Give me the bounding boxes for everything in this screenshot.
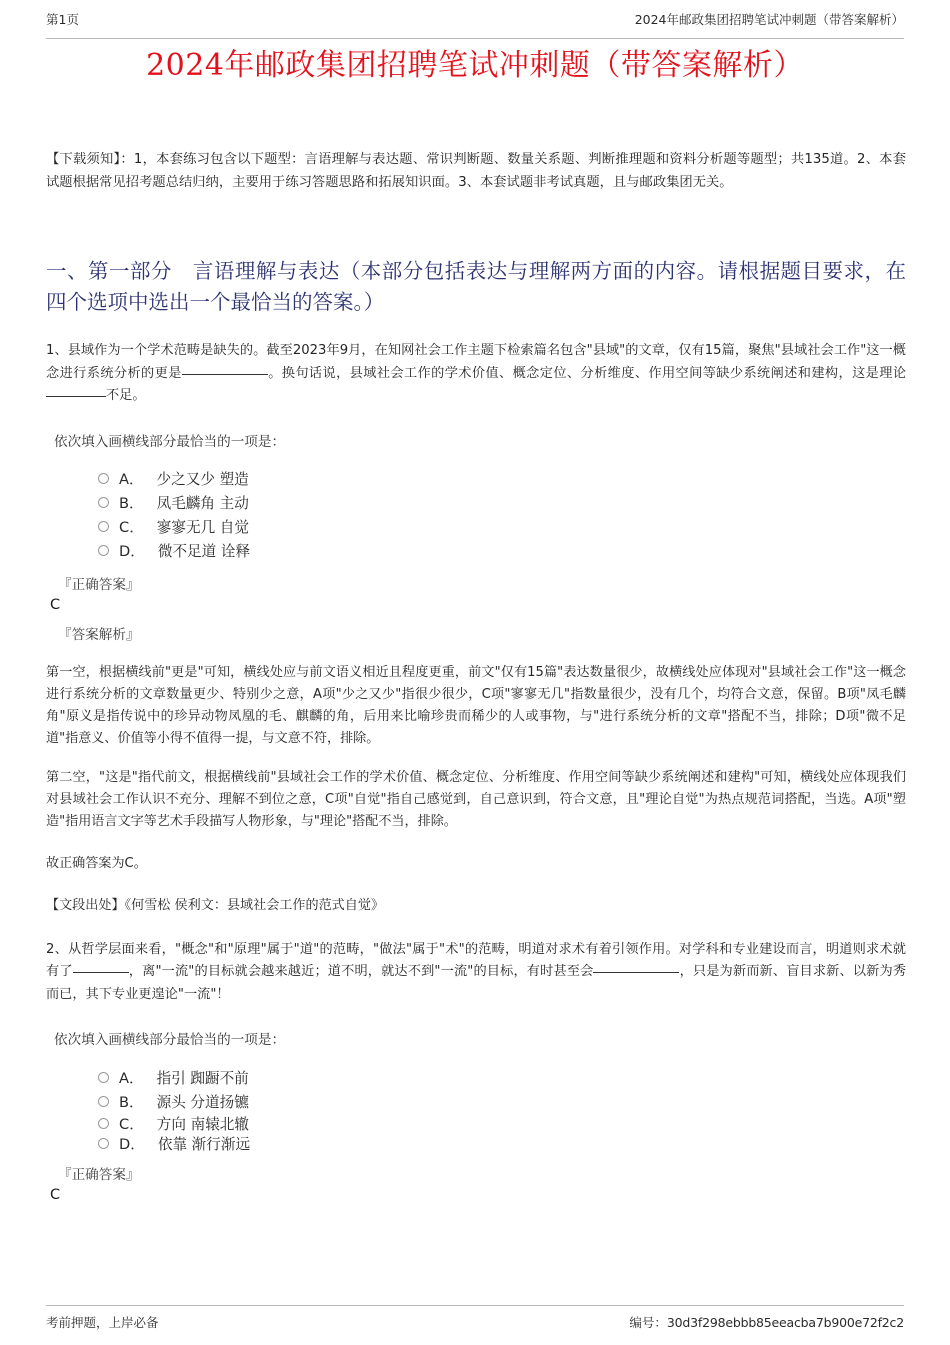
radio-icon[interactable] bbox=[98, 545, 109, 556]
question-1-blank-2 bbox=[46, 396, 106, 397]
question-1-stem-segment-2: 。换句话说，县域社会工作的学术价值、概念定位、分析维度、作用空间等缺少系统阐述和建构，这是理论 bbox=[267, 365, 907, 381]
question-2-stem-segment-2: ，离"一流"的目标就会越来越近；道不明，就达不到"一流"的目标，有时甚至会 bbox=[128, 964, 594, 979]
question-2-answer-value: C bbox=[50, 1187, 61, 1203]
radio-icon[interactable] bbox=[98, 1072, 109, 1083]
option-text: 方向 南辕北辙 bbox=[156, 1115, 249, 1133]
option-text: 寥寥无几 自觉 bbox=[156, 519, 249, 536]
question-block bbox=[46, 939, 906, 1207]
question-1-stem-segment-1: 1、县域作为一个学术范畴是缺失的。截至2023年9月，在知网社会工作主题下检索篇名包含"县域"的文章，仅有15篇，聚焦"县域社会工作"这一概念进行系统分析的更是 bbox=[46, 343, 906, 381]
radio-icon[interactable] bbox=[98, 521, 109, 532]
option-letter: D． bbox=[119, 1135, 145, 1153]
radio-icon[interactable] bbox=[98, 1118, 109, 1129]
page-title: 2024年邮政集团招聘笔试冲刺题（带答案解析） bbox=[146, 48, 804, 83]
question-2-options bbox=[46, 1065, 906, 1153]
question-1-options bbox=[46, 467, 906, 563]
question-1-source: 【文段出处】《何雪松 侯利文：县域社会工作的范式自觉》 bbox=[46, 897, 385, 913]
download-notice: 【下载须知】：1，本套练习包含以下题型：言语理解与表达题、常识判断题、数量关系题、判断推理题和资料分析题等题型；共135道。2、本套试题根据常见招考题总结归纳，主要用于练习答题思路和拓展知识面。3、本套试题非考试真题，且与邮政集团无关。 bbox=[46, 152, 906, 190]
footer-slogan: 考前押题，上岸必备 bbox=[46, 1315, 159, 1330]
question-2-blank-2 bbox=[593, 972, 679, 973]
option-b[interactable] bbox=[98, 1089, 906, 1113]
option-d[interactable] bbox=[98, 1133, 906, 1153]
option-d[interactable] bbox=[98, 539, 906, 563]
option-text: 凤毛麟角 主动 bbox=[156, 495, 249, 512]
radio-icon[interactable] bbox=[98, 473, 109, 484]
question-1-answer-label: 『正确答案』 bbox=[58, 576, 140, 593]
option-text: 指引 踟蹰不前 bbox=[156, 1069, 249, 1087]
option-text: 微不足道 诠释 bbox=[157, 543, 251, 560]
option-letter: C． bbox=[119, 519, 144, 536]
section-heading-part-one: 一、第一部分 言语理解与表达（本部分包括表达与理解两方面的内容。请根据题目要求，在四个选项中选出一个最恰当的答案。） bbox=[46, 259, 906, 314]
option-a[interactable] bbox=[98, 1065, 906, 1089]
question-1-answer-value: C bbox=[50, 596, 61, 613]
option-text: 少之又少 塑造 bbox=[156, 471, 249, 488]
question-1-stem-segment-3: 不足。 bbox=[106, 388, 146, 403]
question-2-stem-segment-1: 2、从哲学层面来看，"概念"和"原理"属于"道"的范畴，"做法"属于"术"的范畴，明道对求术有着引领作用。对学科和专业建设而言，明道则求术就有了 bbox=[46, 941, 906, 979]
option-b[interactable] bbox=[98, 491, 906, 515]
option-text: 依靠 渐行渐远 bbox=[157, 1135, 251, 1153]
question-2-answer-label: 『正确答案』 bbox=[58, 1167, 140, 1183]
radio-icon[interactable] bbox=[98, 497, 109, 508]
option-letter: A． bbox=[119, 471, 144, 488]
option-letter: D． bbox=[119, 543, 145, 560]
footer-code bbox=[629, 1313, 904, 1331]
question-2-instruction: 依次填入画横线部分最恰当的一项是： bbox=[54, 1032, 286, 1048]
option-letter: C． bbox=[119, 1115, 144, 1133]
radio-icon[interactable] bbox=[98, 1096, 109, 1107]
question-2-blank-1 bbox=[73, 972, 129, 973]
option-letter: A． bbox=[119, 1069, 144, 1087]
question-1-analysis-paragraph-2: 第二空，"这是"指代前文，根据横线前"县域社会工作的学术价值、概念定位、分析维度、作用空间等缺少系统阐述和建构"可知，横线处应体现我们对县域社会工作认识不充分、理解不到位之意，C项"自觉"指自己感觉到，自己意识到，符合文意，且"理论自觉"为热点规范词搭配，当选。A项"塑造"指用语言文字等艺术手段描写人物形象，与"理论"搭配不当，排除。 bbox=[46, 769, 906, 829]
option-c[interactable] bbox=[98, 1113, 906, 1133]
footer-code-label: 编号： bbox=[629, 1315, 667, 1330]
question-2-stem-segment-3: ，只是为新而新、盲目求新、以新为秀而已，其下专业更遑论"一流"！ bbox=[46, 964, 907, 1002]
option-letter: B． bbox=[119, 495, 144, 512]
option-letter: B． bbox=[119, 1093, 144, 1111]
option-c[interactable] bbox=[98, 515, 906, 539]
running-footer bbox=[46, 1305, 904, 1331]
option-text: 源头 分道扬镳 bbox=[156, 1093, 249, 1111]
question-1-instruction: 依次填入画横线部分最恰当的一项是： bbox=[54, 433, 286, 450]
footer-code-value: 30d3f298ebbb85eeacba7b900e72f2c2 bbox=[666, 1315, 904, 1330]
question-1-stem bbox=[46, 340, 906, 408]
question-1-analysis-label: 『答案解析』 bbox=[58, 626, 140, 643]
question-1-blank-1 bbox=[182, 374, 268, 375]
question-1-analysis-paragraph-1: 第一空，根据横线前"更是"可知，横线处应与前文语义相近且程度更重，前文"仅有15篇"表达数量很少，故横线处应体现对"县域社会工作"这一概念进行系统分析的文章数量更少、特别少之意，A项"少之又少"指很少很少，C项"寥寥无几"指数量很少，没有几个，均符合文意，保留。B项"凤毛麟角"原义是指传说中的珍异动物凤凰的毛、麒麟的角，后用来比喻珍贵而稀少的人或事物，与"进行系统分析的文章"搭配不当，排除；D项"微不足道"指意义、价值等小得不值得一提，与文意不符，排除。 bbox=[46, 664, 906, 746]
radio-icon[interactable] bbox=[98, 1138, 109, 1149]
question-1-analysis-conclusion: 故正确答案为C。 bbox=[46, 855, 147, 871]
question-block bbox=[46, 340, 906, 917]
document-body bbox=[46, 148, 906, 1206]
page-number-label: 第1页 bbox=[46, 12, 79, 27]
header-document-name: 2024年邮政集团招聘笔试冲刺题（带答案解析） bbox=[634, 12, 904, 27]
running-header bbox=[46, 12, 904, 39]
question-2-stem bbox=[46, 939, 906, 1007]
option-a[interactable] bbox=[98, 467, 906, 491]
